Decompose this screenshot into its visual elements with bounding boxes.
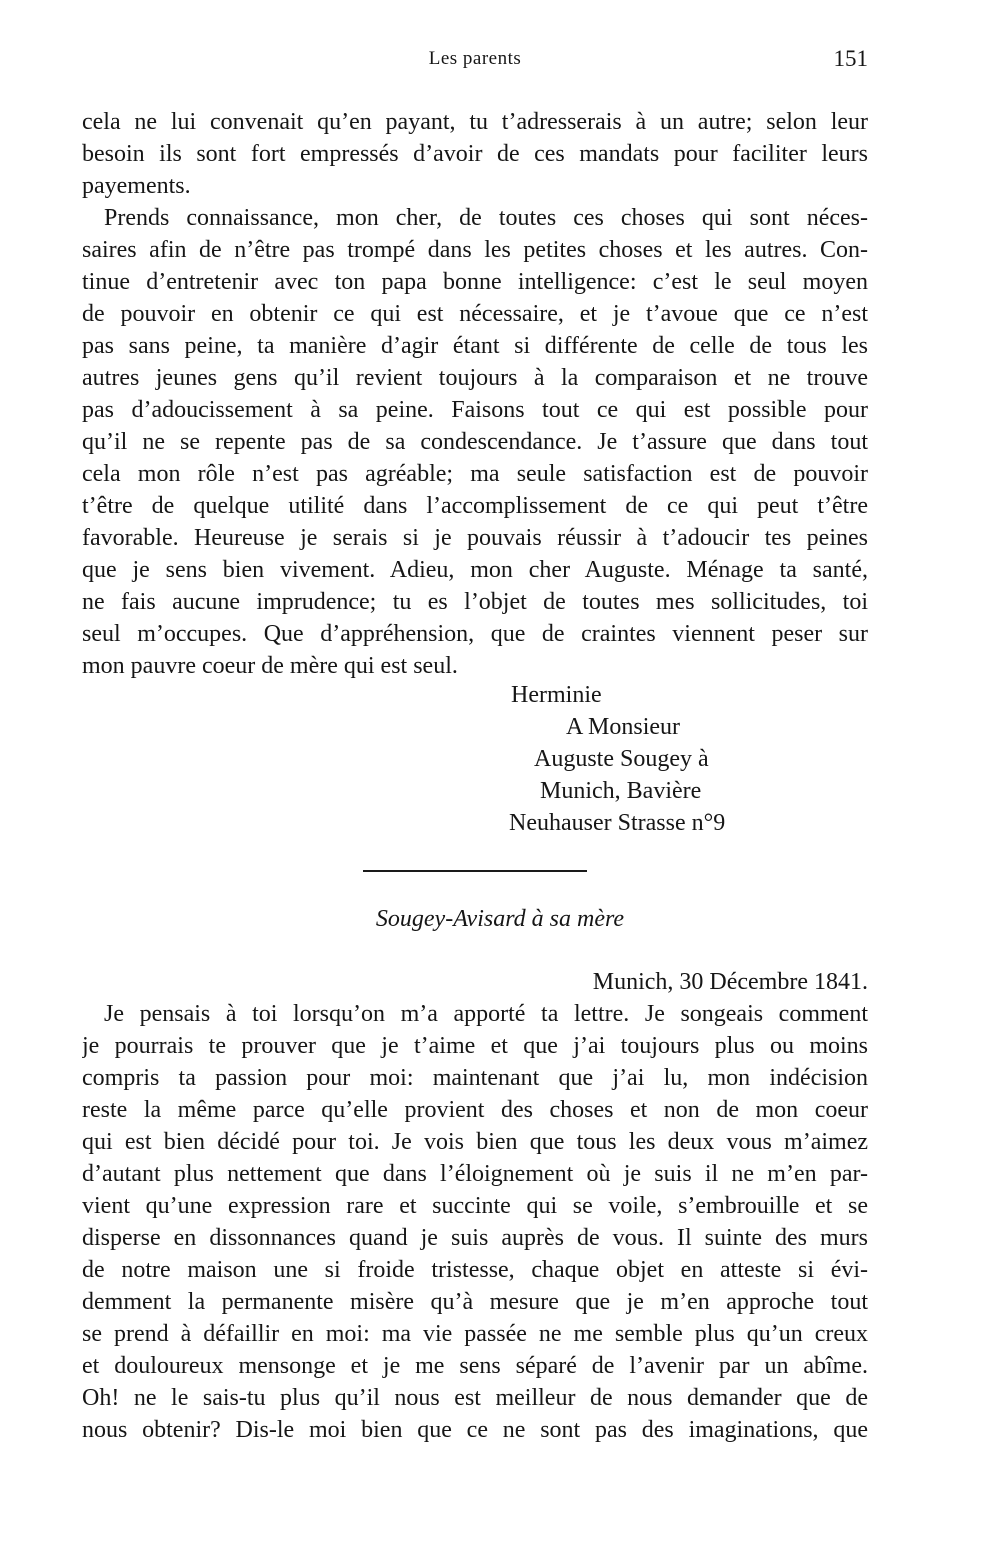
text-line: cela mon rôle n’est pas agréable; ma seule satisfaction est de pouvoir <box>82 461 868 487</box>
section-divider <box>363 870 587 872</box>
text-line: payements. <box>82 173 191 199</box>
text-line: je pourrais te prouver que je t’aime et que j’ai toujours plus ou moins <box>82 1033 868 1059</box>
text-line: et douloureux mensonge et je me sens séparé de l’avenir par un abîme. <box>82 1353 868 1379</box>
text-line: besoin ils sont fort empressés d’avoir de ces mandats pour faciliter leurs <box>82 141 868 167</box>
signature: Herminie <box>511 682 602 708</box>
text-line: ne fais aucune imprudence; tu es l’objet de toutes mes sollicitudes, toi <box>82 589 868 615</box>
address-line: Munich, Bavière <box>540 778 702 804</box>
running-header <box>82 48 868 78</box>
text-line: autres jeunes gens qu’il revient toujours à la comparaison et ne trouve <box>82 365 868 391</box>
text-line: de notre maison une si froide tristesse, chaque objet en atteste si évi- <box>82 1257 868 1283</box>
letter2-body <box>82 998 868 1446</box>
text-line: mon pauvre coeur de mère qui est seul. <box>82 653 458 679</box>
text-line: pas sans peine, ta manière d’agir étant si différente de celle de tous les <box>82 333 868 359</box>
address-line: Auguste Sougey à <box>534 746 709 772</box>
text-line: compris ta passion pour moi: maintenant que j’ai lu, mon indécision <box>82 1065 868 1091</box>
text-line: qu’il ne se repente pas de sa condescendance. Je t’assure que dans tout <box>82 429 868 455</box>
text-line: vient qu’une expression rare et succinte qui se voile, s’embrouille et se <box>82 1193 868 1219</box>
address-line: A Monsieur <box>566 714 680 740</box>
section-heading: Sougey-Avisard à sa mère <box>375 906 625 932</box>
text-line: pas d’adoucissement à sa peine. Faisons tout ce qui est possible pour <box>82 397 868 423</box>
text-line: disperse en dissonnances quand je suis auprès de vous. Il suinte des murs <box>82 1225 868 1251</box>
dateline: Munich, 30 Décembre 1841. <box>592 969 868 995</box>
address-line: Neuhauser Strasse n°9 <box>509 810 726 836</box>
text-line: Prends connaissance, mon cher, de toutes ces choses qui sont néces- <box>104 205 868 231</box>
text-line: se prend à défaillir en moi: ma vie passée ne me semble plus qu’un creux <box>82 1321 868 1347</box>
text-line: de pouvoir en obtenir ce qui est nécessaire, et je t’avoue que ce n’est <box>82 301 868 327</box>
text-line: saires afin de n’être pas trompé dans les petites choses et les autres. Con- <box>82 237 868 263</box>
running-title: Les parents <box>428 48 522 69</box>
page-number: 151 <box>833 46 868 71</box>
text-line: demment la permanente misère qu’à mesure que je m’en approche tout <box>82 1289 868 1315</box>
text-line: favorable. Heureuse je serais si je pouvais réussir à t’adoucir tes peines <box>82 525 868 551</box>
text-line: que je sens bien vivement. Adieu, mon cher Auguste. Ménage ta santé, <box>82 557 868 583</box>
text-line: nous obtenir? Dis-le moi bien que ce ne sont pas des imaginations, que <box>82 1417 868 1443</box>
text-line: Je pensais à toi lorsqu’on m’a apporté ta lettre. Je songeais comment <box>104 1001 868 1027</box>
text-line: reste la même parce qu’elle provient des choses et non de mon coeur <box>82 1097 868 1123</box>
text-line: Oh! ne le sais-tu plus qu’il nous est meilleur de nous demander que de <box>82 1385 868 1411</box>
letter1-body <box>82 106 868 682</box>
text-line: t’être de quelque utilité dans l’accomplissement de ce qui peut t’être <box>82 493 868 519</box>
text-line: seul m’occupes. Que d’appréhension, que de craintes viennent peser sur <box>82 621 868 647</box>
text-line: qui est bien décidé pour toi. Je vois bien que tous les deux vous m’aimez <box>82 1129 868 1155</box>
text-line: tinue d’entretenir avec ton papa bonne intelligence: c’est le seul moyen <box>82 269 868 295</box>
text-line: cela ne lui convenait qu’en payant, tu t’adresserais à un autre; selon leur <box>82 109 868 135</box>
text-line: d’autant plus nettement que dans l’éloignement où je suis il ne m’en par- <box>82 1161 868 1187</box>
